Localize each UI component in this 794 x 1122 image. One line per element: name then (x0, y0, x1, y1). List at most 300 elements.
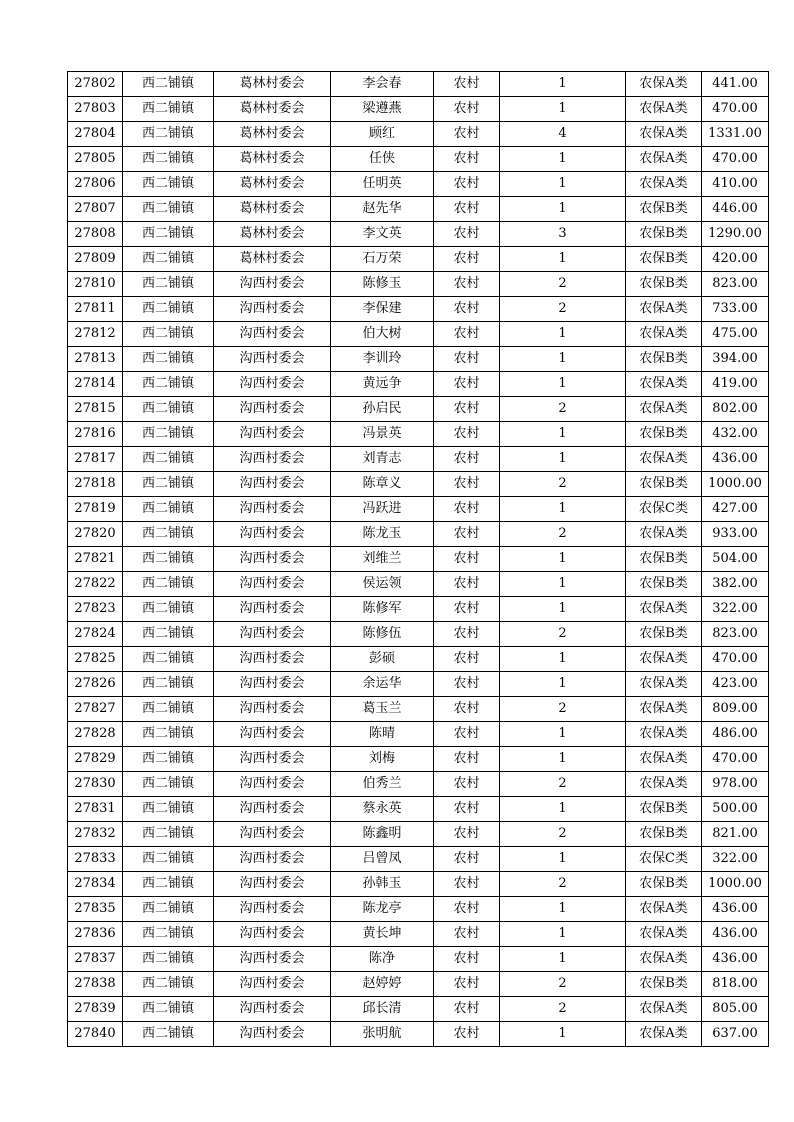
amount-cell: 436.00 (702, 922, 769, 947)
committee-cell: 葛林村委会 (214, 122, 331, 147)
town-cell: 西二铺镇 (123, 797, 214, 822)
amount-cell: 420.00 (702, 247, 769, 272)
record-id-cell: 27802 (68, 72, 123, 97)
committee-cell: 葛林村委会 (214, 97, 331, 122)
category-cell: 农保B类 (626, 472, 702, 497)
category-cell: 农保C类 (626, 847, 702, 872)
category-cell: 农保A类 (626, 947, 702, 972)
table-row (68, 497, 769, 522)
record-id-cell: 27804 (68, 122, 123, 147)
category-cell: 农保B类 (626, 547, 702, 572)
table-row (68, 297, 769, 322)
name-cell: 陈修军 (331, 597, 434, 622)
town-cell: 西二铺镇 (123, 997, 214, 1022)
household-count-cell: 2 (500, 872, 626, 897)
area-type-cell: 农村 (434, 947, 500, 972)
name-cell: 陈晴 (331, 722, 434, 747)
committee-cell: 沟西村委会 (214, 822, 331, 847)
household-count-cell: 1 (500, 897, 626, 922)
area-type-cell: 农村 (434, 222, 500, 247)
area-type-cell: 农村 (434, 697, 500, 722)
household-count-cell: 4 (500, 122, 626, 147)
name-cell: 石万荣 (331, 247, 434, 272)
area-type-cell: 农村 (434, 672, 500, 697)
household-count-cell: 1 (500, 247, 626, 272)
amount-cell: 805.00 (702, 997, 769, 1022)
area-type-cell: 农村 (434, 322, 500, 347)
amount-cell: 818.00 (702, 972, 769, 997)
category-cell: 农保A类 (626, 172, 702, 197)
town-cell: 西二铺镇 (123, 647, 214, 672)
household-count-cell: 2 (500, 522, 626, 547)
committee-cell: 沟西村委会 (214, 322, 331, 347)
category-cell: 农保A类 (626, 147, 702, 172)
record-id-cell: 27833 (68, 847, 123, 872)
town-cell: 西二铺镇 (123, 547, 214, 572)
table-row (68, 847, 769, 872)
area-type-cell: 农村 (434, 572, 500, 597)
table-row (68, 322, 769, 347)
category-cell: 农保A类 (626, 997, 702, 1022)
household-count-cell: 2 (500, 997, 626, 1022)
town-cell: 西二铺镇 (123, 572, 214, 597)
amount-cell: 475.00 (702, 322, 769, 347)
town-cell: 西二铺镇 (123, 822, 214, 847)
committee-cell: 沟西村委会 (214, 872, 331, 897)
record-id-cell: 27809 (68, 247, 123, 272)
category-cell: 农保B类 (626, 822, 702, 847)
name-cell: 葛玉兰 (331, 697, 434, 722)
committee-cell: 葛林村委会 (214, 147, 331, 172)
household-count-cell: 1 (500, 497, 626, 522)
roster-table (67, 71, 769, 1047)
name-cell: 陈净 (331, 947, 434, 972)
town-cell: 西二铺镇 (123, 847, 214, 872)
committee-cell: 沟西村委会 (214, 347, 331, 372)
town-cell: 西二铺镇 (123, 722, 214, 747)
amount-cell: 1000.00 (702, 872, 769, 897)
record-id-cell: 27810 (68, 272, 123, 297)
amount-cell: 394.00 (702, 347, 769, 372)
amount-cell: 322.00 (702, 597, 769, 622)
table-row (68, 547, 769, 572)
town-cell: 西二铺镇 (123, 172, 214, 197)
area-type-cell: 农村 (434, 347, 500, 372)
name-cell: 陈修伍 (331, 622, 434, 647)
record-id-cell: 27830 (68, 772, 123, 797)
category-cell: 农保B类 (626, 247, 702, 272)
household-count-cell: 1 (500, 372, 626, 397)
table-row (68, 622, 769, 647)
name-cell: 陈鑫明 (331, 822, 434, 847)
committee-cell: 葛林村委会 (214, 197, 331, 222)
name-cell: 侯运领 (331, 572, 434, 597)
committee-cell: 沟西村委会 (214, 847, 331, 872)
table-row (68, 172, 769, 197)
household-count-cell: 1 (500, 1022, 626, 1047)
name-cell: 赵先华 (331, 197, 434, 222)
table-row (68, 122, 769, 147)
table-row (68, 647, 769, 672)
committee-cell: 沟西村委会 (214, 497, 331, 522)
area-type-cell: 农村 (434, 297, 500, 322)
record-id-cell: 27831 (68, 797, 123, 822)
category-cell: 农保A类 (626, 322, 702, 347)
amount-cell: 419.00 (702, 372, 769, 397)
household-count-cell: 2 (500, 472, 626, 497)
name-cell: 任侠 (331, 147, 434, 172)
record-id-cell: 27803 (68, 97, 123, 122)
category-cell: 农保A类 (626, 397, 702, 422)
area-type-cell: 农村 (434, 472, 500, 497)
record-id-cell: 27816 (68, 422, 123, 447)
record-id-cell: 27820 (68, 522, 123, 547)
town-cell: 西二铺镇 (123, 472, 214, 497)
area-type-cell: 农村 (434, 972, 500, 997)
household-count-cell: 1 (500, 422, 626, 447)
category-cell: 农保B类 (626, 347, 702, 372)
amount-cell: 504.00 (702, 547, 769, 572)
area-type-cell: 农村 (434, 547, 500, 572)
household-count-cell: 2 (500, 622, 626, 647)
household-count-cell: 1 (500, 922, 626, 947)
name-cell: 陈修玉 (331, 272, 434, 297)
record-id-cell: 27828 (68, 722, 123, 747)
household-count-cell: 1 (500, 797, 626, 822)
record-id-cell: 27812 (68, 322, 123, 347)
area-type-cell: 农村 (434, 197, 500, 222)
category-cell: 农保B类 (626, 622, 702, 647)
category-cell: 农保A类 (626, 97, 702, 122)
household-count-cell: 1 (500, 147, 626, 172)
category-cell: 农保B类 (626, 272, 702, 297)
committee-cell: 沟西村委会 (214, 597, 331, 622)
category-cell: 农保B类 (626, 222, 702, 247)
town-cell: 西二铺镇 (123, 1022, 214, 1047)
name-cell: 余运华 (331, 672, 434, 697)
area-type-cell: 农村 (434, 122, 500, 147)
committee-cell: 沟西村委会 (214, 572, 331, 597)
record-id-cell: 27813 (68, 347, 123, 372)
household-count-cell: 1 (500, 647, 626, 672)
table-row (68, 772, 769, 797)
area-type-cell: 农村 (434, 72, 500, 97)
committee-cell: 沟西村委会 (214, 547, 331, 572)
committee-cell: 沟西村委会 (214, 397, 331, 422)
record-id-cell: 27814 (68, 372, 123, 397)
town-cell: 西二铺镇 (123, 422, 214, 447)
town-cell: 西二铺镇 (123, 697, 214, 722)
amount-cell: 470.00 (702, 747, 769, 772)
category-cell: 农保A类 (626, 722, 702, 747)
amount-cell: 1331.00 (702, 122, 769, 147)
household-count-cell: 1 (500, 672, 626, 697)
amount-cell: 470.00 (702, 97, 769, 122)
table-row (68, 272, 769, 297)
category-cell: 农保A类 (626, 297, 702, 322)
table-row (68, 222, 769, 247)
area-type-cell: 农村 (434, 272, 500, 297)
household-count-cell: 1 (500, 747, 626, 772)
record-id-cell: 27811 (68, 297, 123, 322)
area-type-cell: 农村 (434, 147, 500, 172)
town-cell: 西二铺镇 (123, 897, 214, 922)
table-row (68, 947, 769, 972)
roster-body (68, 72, 769, 1047)
area-type-cell: 农村 (434, 772, 500, 797)
record-id-cell: 27821 (68, 547, 123, 572)
record-id-cell: 27827 (68, 697, 123, 722)
household-count-cell: 1 (500, 197, 626, 222)
committee-cell: 沟西村委会 (214, 972, 331, 997)
town-cell: 西二铺镇 (123, 97, 214, 122)
table-row (68, 922, 769, 947)
household-count-cell: 1 (500, 447, 626, 472)
table-row (68, 822, 769, 847)
committee-cell: 沟西村委会 (214, 372, 331, 397)
name-cell: 孙启民 (331, 397, 434, 422)
table-row (68, 697, 769, 722)
category-cell: 农保B类 (626, 422, 702, 447)
committee-cell: 沟西村委会 (214, 772, 331, 797)
amount-cell: 322.00 (702, 847, 769, 872)
area-type-cell: 农村 (434, 847, 500, 872)
amount-cell: 436.00 (702, 947, 769, 972)
household-count-cell: 2 (500, 397, 626, 422)
town-cell: 西二铺镇 (123, 747, 214, 772)
table-row (68, 147, 769, 172)
category-cell: 农保A类 (626, 122, 702, 147)
amount-cell: 500.00 (702, 797, 769, 822)
town-cell: 西二铺镇 (123, 72, 214, 97)
amount-cell: 933.00 (702, 522, 769, 547)
record-id-cell: 27840 (68, 1022, 123, 1047)
record-id-cell: 27825 (68, 647, 123, 672)
category-cell: 农保A类 (626, 672, 702, 697)
amount-cell: 446.00 (702, 197, 769, 222)
record-id-cell: 27818 (68, 472, 123, 497)
table-row (68, 247, 769, 272)
town-cell: 西二铺镇 (123, 372, 214, 397)
committee-cell: 沟西村委会 (214, 997, 331, 1022)
table-row (68, 672, 769, 697)
household-count-cell: 1 (500, 322, 626, 347)
amount-cell: 1000.00 (702, 472, 769, 497)
area-type-cell: 农村 (434, 597, 500, 622)
town-cell: 西二铺镇 (123, 497, 214, 522)
name-cell: 黄远争 (331, 372, 434, 397)
category-cell: 农保A类 (626, 647, 702, 672)
name-cell: 任明英 (331, 172, 434, 197)
category-cell: 农保B类 (626, 972, 702, 997)
area-type-cell: 农村 (434, 797, 500, 822)
record-id-cell: 27805 (68, 147, 123, 172)
record-id-cell: 27826 (68, 672, 123, 697)
committee-cell: 沟西村委会 (214, 672, 331, 697)
name-cell: 冯景英 (331, 422, 434, 447)
area-type-cell: 农村 (434, 1022, 500, 1047)
name-cell: 邱长清 (331, 997, 434, 1022)
household-count-cell: 1 (500, 947, 626, 972)
amount-cell: 436.00 (702, 447, 769, 472)
record-id-cell: 27822 (68, 572, 123, 597)
table-row (68, 372, 769, 397)
area-type-cell: 农村 (434, 997, 500, 1022)
name-cell: 蔡永英 (331, 797, 434, 822)
category-cell: 农保A类 (626, 897, 702, 922)
category-cell: 农保A类 (626, 772, 702, 797)
committee-cell: 葛林村委会 (214, 72, 331, 97)
household-count-cell: 1 (500, 572, 626, 597)
record-id-cell: 27808 (68, 222, 123, 247)
table-row (68, 472, 769, 497)
committee-cell: 沟西村委会 (214, 922, 331, 947)
area-type-cell: 农村 (434, 447, 500, 472)
area-type-cell: 农村 (434, 922, 500, 947)
town-cell: 西二铺镇 (123, 247, 214, 272)
name-cell: 伯大树 (331, 322, 434, 347)
table-row (68, 447, 769, 472)
category-cell: 农保A类 (626, 922, 702, 947)
committee-cell: 沟西村委会 (214, 947, 331, 972)
category-cell: 农保B类 (626, 197, 702, 222)
category-cell: 农保A类 (626, 522, 702, 547)
amount-cell: 1290.00 (702, 222, 769, 247)
area-type-cell: 农村 (434, 372, 500, 397)
amount-cell: 441.00 (702, 72, 769, 97)
town-cell: 西二铺镇 (123, 197, 214, 222)
town-cell: 西二铺镇 (123, 222, 214, 247)
committee-cell: 沟西村委会 (214, 697, 331, 722)
category-cell: 农保A类 (626, 747, 702, 772)
town-cell: 西二铺镇 (123, 297, 214, 322)
household-count-cell: 1 (500, 72, 626, 97)
area-type-cell: 农村 (434, 172, 500, 197)
committee-cell: 葛林村委会 (214, 172, 331, 197)
household-count-cell: 2 (500, 972, 626, 997)
table-row (68, 197, 769, 222)
record-id-cell: 27837 (68, 947, 123, 972)
town-cell: 西二铺镇 (123, 947, 214, 972)
name-cell: 吕曾凤 (331, 847, 434, 872)
town-cell: 西二铺镇 (123, 122, 214, 147)
town-cell: 西二铺镇 (123, 772, 214, 797)
amount-cell: 802.00 (702, 397, 769, 422)
amount-cell: 486.00 (702, 722, 769, 747)
town-cell: 西二铺镇 (123, 347, 214, 372)
town-cell: 西二铺镇 (123, 922, 214, 947)
category-cell: 农保A类 (626, 72, 702, 97)
table-row (68, 997, 769, 1022)
record-id-cell: 27824 (68, 622, 123, 647)
area-type-cell: 农村 (434, 397, 500, 422)
category-cell: 农保B类 (626, 872, 702, 897)
table-row (68, 422, 769, 447)
record-id-cell: 27832 (68, 822, 123, 847)
committee-cell: 沟西村委会 (214, 447, 331, 472)
amount-cell: 432.00 (702, 422, 769, 447)
committee-cell: 葛林村委会 (214, 247, 331, 272)
record-id-cell: 27817 (68, 447, 123, 472)
name-cell: 张明航 (331, 1022, 434, 1047)
town-cell: 西二铺镇 (123, 672, 214, 697)
amount-cell: 382.00 (702, 572, 769, 597)
area-type-cell: 农村 (434, 647, 500, 672)
household-count-cell: 1 (500, 847, 626, 872)
amount-cell: 470.00 (702, 647, 769, 672)
committee-cell: 沟西村委会 (214, 472, 331, 497)
table-row (68, 722, 769, 747)
record-id-cell: 27819 (68, 497, 123, 522)
table-row (68, 897, 769, 922)
committee-cell: 沟西村委会 (214, 422, 331, 447)
amount-cell: 823.00 (702, 622, 769, 647)
category-cell: 农保A类 (626, 697, 702, 722)
name-cell: 冯跃进 (331, 497, 434, 522)
category-cell: 农保B类 (626, 797, 702, 822)
table-row (68, 1022, 769, 1047)
record-id-cell: 27835 (68, 897, 123, 922)
town-cell: 西二铺镇 (123, 272, 214, 297)
town-cell: 西二铺镇 (123, 522, 214, 547)
town-cell: 西二铺镇 (123, 147, 214, 172)
name-cell: 刘梅 (331, 747, 434, 772)
name-cell: 黄长坤 (331, 922, 434, 947)
name-cell: 陈龙亭 (331, 897, 434, 922)
town-cell: 西二铺镇 (123, 972, 214, 997)
amount-cell: 978.00 (702, 772, 769, 797)
household-count-cell: 2 (500, 272, 626, 297)
table-row (68, 972, 769, 997)
household-count-cell: 1 (500, 347, 626, 372)
household-count-cell: 1 (500, 97, 626, 122)
area-type-cell: 农村 (434, 897, 500, 922)
table-row (68, 747, 769, 772)
committee-cell: 沟西村委会 (214, 722, 331, 747)
committee-cell: 沟西村委会 (214, 522, 331, 547)
table-row (68, 397, 769, 422)
household-count-cell: 2 (500, 697, 626, 722)
name-cell: 顾红 (331, 122, 434, 147)
name-cell: 梁遵燕 (331, 97, 434, 122)
household-count-cell: 1 (500, 547, 626, 572)
name-cell: 刘青志 (331, 447, 434, 472)
amount-cell: 423.00 (702, 672, 769, 697)
record-id-cell: 27815 (68, 397, 123, 422)
name-cell: 彭硕 (331, 647, 434, 672)
name-cell: 刘维兰 (331, 547, 434, 572)
amount-cell: 427.00 (702, 497, 769, 522)
category-cell: 农保A类 (626, 372, 702, 397)
amount-cell: 470.00 (702, 147, 769, 172)
amount-cell: 821.00 (702, 822, 769, 847)
table-row (68, 97, 769, 122)
record-id-cell: 27836 (68, 922, 123, 947)
category-cell: 农保B类 (626, 572, 702, 597)
record-id-cell: 27807 (68, 197, 123, 222)
table-row (68, 797, 769, 822)
name-cell: 李训玲 (331, 347, 434, 372)
table-row (68, 597, 769, 622)
area-type-cell: 农村 (434, 822, 500, 847)
household-count-cell: 2 (500, 772, 626, 797)
area-type-cell: 农村 (434, 747, 500, 772)
area-type-cell: 农村 (434, 97, 500, 122)
household-count-cell: 2 (500, 297, 626, 322)
record-id-cell: 27838 (68, 972, 123, 997)
name-cell: 赵婷婷 (331, 972, 434, 997)
committee-cell: 沟西村委会 (214, 747, 331, 772)
